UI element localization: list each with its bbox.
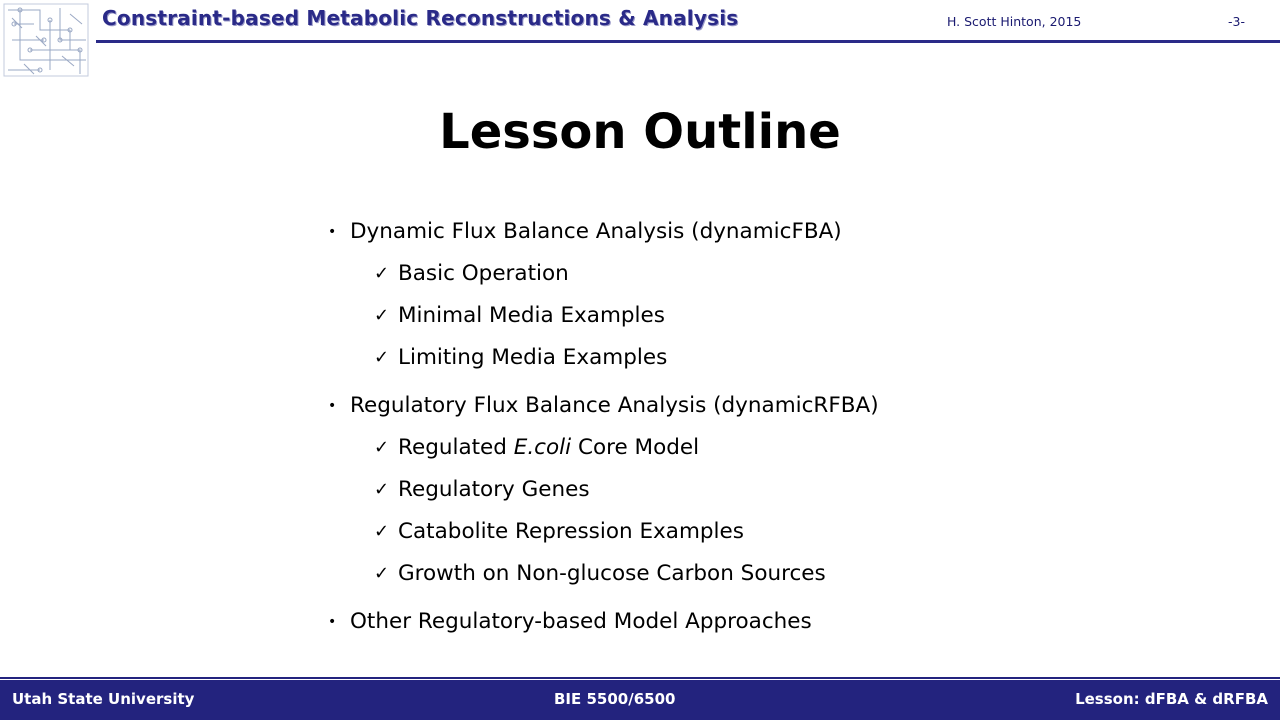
bullet-dot-icon: • [328, 398, 337, 414]
outline-subitem-text: Regulatory Genes [398, 477, 590, 502]
checkmark-icon: ✓ [374, 563, 390, 584]
outline-subitem-text-post: Core Model [571, 435, 700, 460]
outline-subitem [374, 344, 879, 372]
slide-title: Lesson Outline [439, 104, 841, 160]
checkmark-icon: ✓ [374, 437, 390, 458]
header-author: H. Scott Hinton, 2015 [947, 14, 1082, 29]
outline-sublist [374, 260, 879, 372]
checkmark-icon: ✓ [374, 521, 390, 542]
outline-subitem [374, 560, 879, 588]
outline-subitem-text: Minimal Media Examples [398, 303, 665, 328]
outline-sublist [374, 434, 879, 588]
footer-divider [0, 677, 1280, 679]
checkmark-icon: ✓ [374, 305, 390, 326]
organism-name: E.coli [513, 435, 572, 460]
outline-subitem [374, 434, 879, 462]
network-map-logo [0, 0, 92, 80]
outline-subitem-text: Growth on Non-glucose Carbon Sources [398, 561, 826, 586]
outline-bullet-text: Other Regulatory-based Model Approaches [350, 609, 812, 634]
outline-bullet-text: Dynamic Flux Balance Analysis (dynamicFBA) [350, 219, 842, 244]
outline-subitem-text-pre: Regulated [398, 435, 514, 460]
outline-bullet [328, 218, 879, 246]
footer-lesson: Lesson: dFBA & dRFBA [1075, 690, 1268, 708]
footer-bar [0, 680, 1280, 720]
outline-list [328, 218, 879, 636]
outline-subitem-text: Basic Operation [398, 261, 569, 286]
outline-subitem [374, 260, 879, 288]
header-divider [96, 40, 1280, 43]
outline-bullet-text: Regulatory Flux Balance Analysis (dynamicRFBA) [350, 393, 879, 418]
header-title: Constraint-based Metabolic Reconstructions & Analysis [102, 6, 739, 30]
outline-bullet [328, 392, 879, 420]
outline-subitem [374, 476, 879, 504]
page-number: -3- [1228, 14, 1245, 29]
outline-subitem [374, 518, 879, 546]
bullet-dot-icon: • [328, 614, 337, 630]
outline-subitem-text [398, 435, 699, 460]
outline-subitem-text: Limiting Media Examples [398, 345, 668, 370]
checkmark-icon: ✓ [374, 479, 390, 500]
outline-subitem [374, 302, 879, 330]
footer-institution: Utah State University [12, 690, 195, 708]
outline-bullet [328, 608, 879, 636]
checkmark-icon: ✓ [374, 263, 390, 284]
bullet-dot-icon: • [328, 224, 337, 240]
footer-course: BIE 5500/6500 [554, 690, 676, 708]
checkmark-icon: ✓ [374, 347, 390, 368]
outline-subitem-text: Catabolite Repression Examples [398, 519, 744, 544]
